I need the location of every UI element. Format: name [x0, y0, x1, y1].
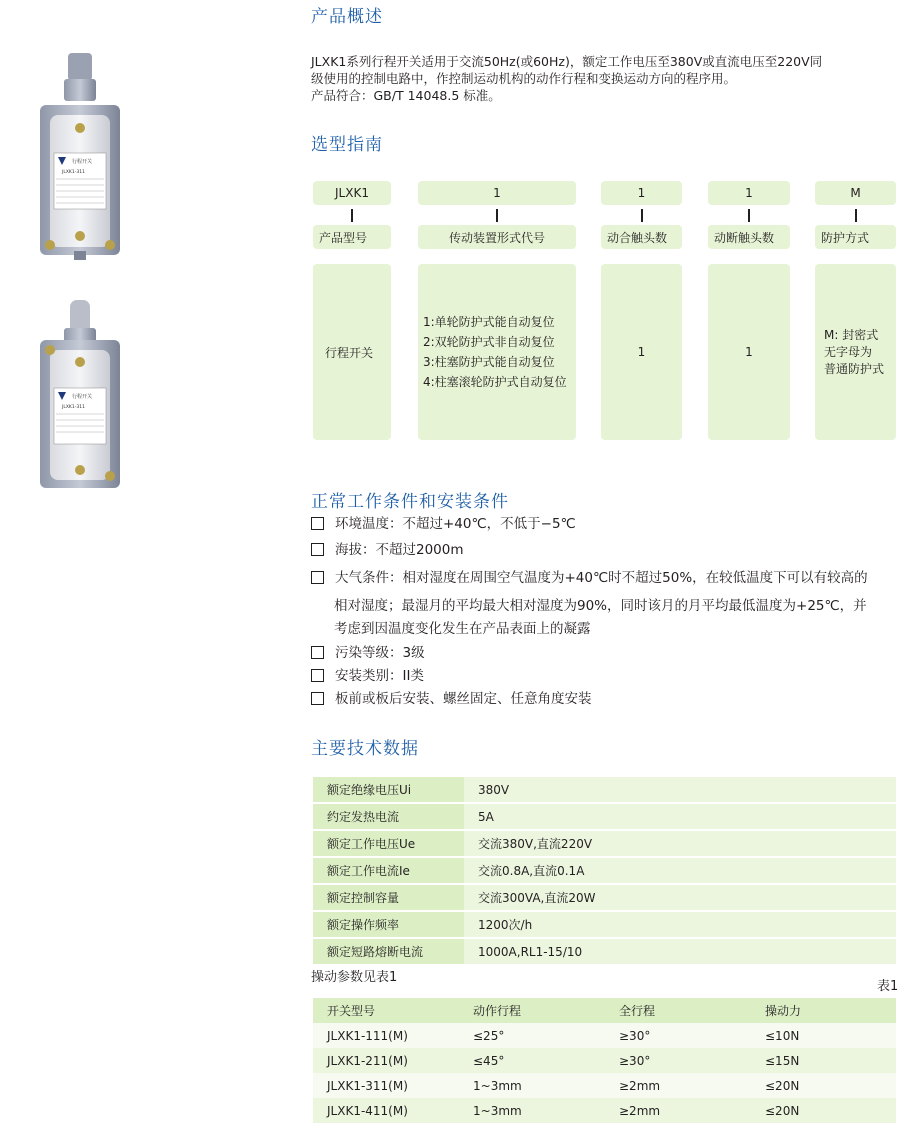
- checkbox-icon: [311, 571, 324, 584]
- overview-line-3: 产品符合：GB/T 14048.5 标准。: [311, 88, 501, 103]
- table-row: 额定工作电流Ie 交流0.8A,直流0.1A: [313, 857, 896, 884]
- checkbox-icon: [311, 646, 324, 659]
- table-header-row: 开关型号 动作行程 全行程 操动力: [313, 998, 896, 1023]
- label-nc-contacts: 动断触头数: [708, 225, 790, 249]
- detail-actuator: [418, 264, 576, 440]
- table-row: JLXK1-311(M) 1~3mm ≥2mm ≤20N: [313, 1073, 896, 1098]
- protection-option: 普通防护式: [824, 361, 885, 376]
- actuator-option: 2:双轮防护式非自动复位: [423, 335, 555, 349]
- condition-item: 海拔：不超过2000m: [311, 540, 464, 560]
- table-row: JLXK1-111(M) ≤25° ≥30° ≤10N: [313, 1023, 896, 1048]
- label-model: 产品型号: [313, 225, 391, 249]
- code-box-nc-contacts: 1: [708, 181, 790, 205]
- condition-continuation: 考虑到因温度变化发生在产品表面上的凝露: [334, 621, 591, 637]
- label-model: JLXK1-311: [62, 170, 85, 175]
- conditions-heading: 正常工作条件和安装条件: [311, 492, 509, 512]
- connector-line: [496, 209, 498, 222]
- table-label: 表1: [877, 979, 899, 994]
- table-row: 额定绝缘电压Ui 380V: [313, 777, 896, 803]
- overview-text: [311, 53, 911, 104]
- condition-item: 污染等级：3级: [311, 643, 425, 663]
- table-row: 额定短路熔断电流 1000A,RL1-15/10: [313, 938, 896, 965]
- connector-line: [855, 209, 857, 222]
- code-box-protection: M: [815, 181, 896, 205]
- table-row: 约定发热电流 5A: [313, 803, 896, 830]
- code-box-actuator: 1: [418, 181, 576, 205]
- condition-item: 大气条件：相对湿度在周围空气温度为+40℃时不超过50%，在较低温度下可以有较高的: [311, 568, 901, 588]
- detail-model: 行程开关: [313, 264, 391, 440]
- label-no-contacts: 动合触头数: [601, 225, 682, 249]
- specs-heading: 主要技术数据: [311, 739, 419, 759]
- overview-heading: 产品概述: [311, 7, 383, 27]
- actuator-option: 1:单轮防护式能自动复位: [423, 315, 555, 329]
- connector-line: [748, 209, 750, 222]
- checkbox-icon: [311, 692, 324, 705]
- connector-line: [351, 209, 353, 222]
- product-photo-plunger: [30, 300, 130, 490]
- selection-heading: 选型指南: [311, 135, 383, 155]
- label-title: 行程开关: [72, 394, 93, 400]
- checkbox-icon: [311, 517, 324, 530]
- checkbox-icon: [311, 543, 324, 556]
- detail-protection: [815, 264, 896, 440]
- code-box-model: JLXK1: [313, 181, 391, 205]
- product-photo-roller: [30, 45, 130, 260]
- condition-item: 环境温度：不超过+40℃，不低于−5℃: [311, 514, 576, 534]
- actuator-option: 3:柱塞防护式能自动复位: [423, 355, 555, 369]
- detail-no-contacts: 1: [601, 264, 682, 440]
- label-title: 行程开关: [72, 159, 93, 165]
- operations-note: 操动参数见表1: [311, 970, 398, 985]
- table-row: 额定工作电压Ue 交流380V,直流220V: [313, 830, 896, 857]
- overview-line-2: 级使用的控制电路中，作控制运动机构的动作行程和变换运动方向的程序用。: [311, 71, 737, 86]
- table-row: JLXK1-411(M) 1~3mm ≥2mm ≤20N: [313, 1098, 896, 1123]
- detail-nc-contacts: 1: [708, 264, 790, 440]
- condition-item: 板前或板后安装、螺丝固定、任意角度安装: [311, 689, 592, 709]
- condition-item: 安装类别：II类: [311, 666, 424, 686]
- protection-option: 无字母为: [824, 344, 873, 359]
- table-row: JLXK1-211(M) ≤45° ≥30° ≤15N: [313, 1048, 896, 1073]
- specs-table: [313, 777, 896, 966]
- overview-line-1: JLXK1系列行程开关适用于交流50Hz(或60Hz)，额定工作电压至380V或直流电压至220V同: [311, 54, 823, 69]
- protection-option: M: 封密式: [824, 327, 879, 342]
- code-box-no-contacts: 1: [601, 181, 682, 205]
- table-row: 额定操作频率 1200次/h: [313, 911, 896, 938]
- checkbox-icon: [311, 669, 324, 682]
- actuator-option: 4:柱塞滚轮防护式自动复位: [423, 375, 567, 389]
- label-protection: 防护方式: [815, 225, 896, 249]
- connector-line: [641, 209, 643, 222]
- operations-table: [313, 998, 896, 1123]
- condition-continuation: 相对湿度；最湿月的平均最大相对湿度为90%，同时该月的月平均最低温度为+25℃，并: [334, 598, 867, 614]
- label-actuator: 传动装置形式代号: [418, 225, 576, 249]
- label-model: JLXK1-311: [62, 405, 85, 410]
- table-row: 额定控制容量 交流300VA,直流20W: [313, 884, 896, 911]
